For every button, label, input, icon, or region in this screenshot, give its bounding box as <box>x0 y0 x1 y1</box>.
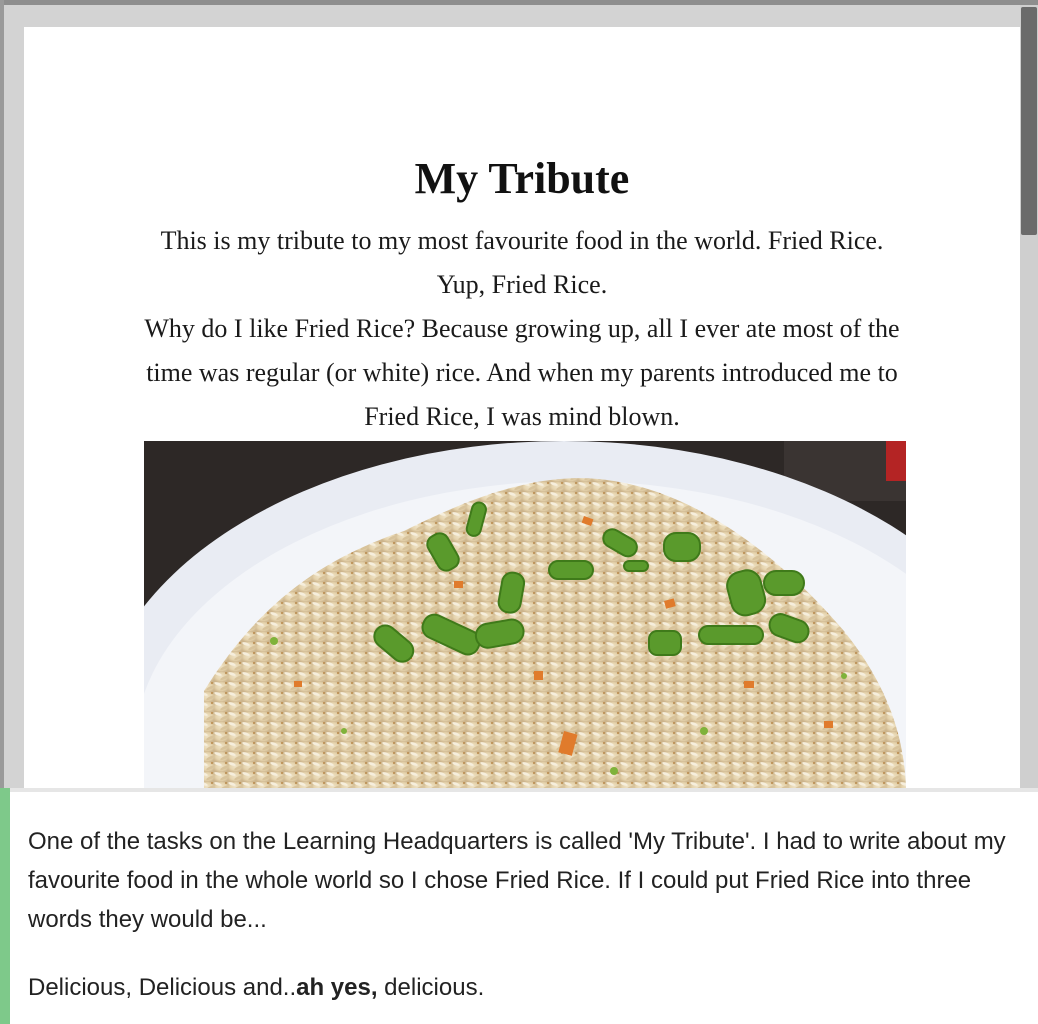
fried-rice-image <box>144 441 906 788</box>
tribute-page <box>24 27 1020 788</box>
fried-rice-photo-illustration <box>144 441 906 788</box>
tribute-description <box>142 219 902 439</box>
accent-bar <box>0 788 10 1024</box>
tribute-paragraph-2: Why do I like Fried Rice? Because growing up, all I ever ate most of the time was regular (or white) rice. And when my parents introduced me to Fried Rice, I was mind blown. <box>144 314 900 431</box>
frame-scrollbar[interactable] <box>1020 5 1038 788</box>
frame-left-border <box>0 0 4 788</box>
post-paragraph-2 <box>28 968 1018 1007</box>
post-paragraph-2-end: delicious. <box>377 974 485 1001</box>
tribute-title: My Tribute <box>414 154 630 203</box>
scrollbar-thumb[interactable] <box>1021 7 1037 235</box>
section-divider <box>0 788 1038 792</box>
post-paragraph-1: One of the tasks on the Learning Headquarters is called 'My Tribute'. I had to write about my favourite food in the whole world so I chose Fried Rice. If I could put Fried Rice into three words they would be... <box>28 828 1006 933</box>
post-paragraph-2-bold: ah yes, <box>296 974 378 1001</box>
tribute-paragraph-1: This is my tribute to my most favourite food in the world. Fried Rice. Yup, Fried Rice. <box>160 226 884 299</box>
post-body <box>28 822 1018 1007</box>
frame-top-border <box>0 0 1038 5</box>
post-paragraph-2-start: Delicious, Delicious and.. <box>28 974 297 1001</box>
